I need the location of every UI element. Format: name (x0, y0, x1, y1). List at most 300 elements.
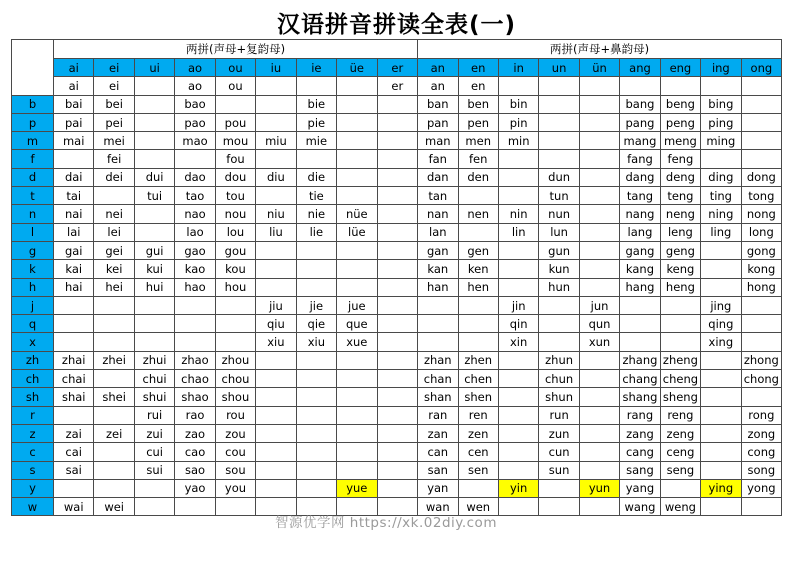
syllable-cell: cun (539, 443, 579, 461)
syllable-cell (94, 315, 134, 333)
final-header-cell: eng (660, 59, 700, 77)
initial-cell: c (12, 443, 54, 461)
syllable-cell (337, 278, 377, 296)
syllable-cell (579, 424, 619, 442)
syllable-cell (256, 479, 296, 497)
syllable-cell (337, 260, 377, 278)
syllable-cell: yun (579, 479, 619, 497)
syllable-cell: die (296, 168, 336, 186)
syllable-cell (377, 370, 418, 388)
syllable-cell (337, 498, 377, 516)
syllable-cell (296, 479, 336, 497)
initial-cell: p (12, 113, 54, 131)
syllable-cell: kao (175, 260, 215, 278)
syllable-cell: lai (54, 223, 94, 241)
syllable-cell: bin (498, 95, 538, 113)
syllable-cell (377, 187, 418, 205)
syllable-cell: xun (579, 333, 619, 351)
table-row (12, 150, 782, 168)
syllable-cell: gong (741, 241, 782, 259)
syllable-cell (579, 168, 619, 186)
syllable-cell (377, 498, 418, 516)
syllable-cell: min (498, 132, 538, 150)
syllable-cell: peng (660, 113, 700, 131)
syllable-cell (498, 260, 538, 278)
syllable-cell: shao (175, 388, 215, 406)
syllable-cell (377, 132, 418, 150)
syllable-cell: rou (215, 406, 255, 424)
table-row (12, 370, 782, 388)
syllable-cell: nun (539, 205, 579, 223)
syllable-cell: men (458, 132, 498, 150)
syllable-cell (134, 113, 174, 131)
syllable-cell (256, 150, 296, 168)
syllable-cell (458, 333, 498, 351)
syllable-cell (256, 498, 296, 516)
syllable-cell (701, 498, 741, 516)
syllable-cell: pen (458, 113, 498, 131)
syllable-cell: mai (54, 132, 94, 150)
syllable-cell (337, 150, 377, 168)
table-row (12, 113, 782, 131)
syllable-cell: zhei (94, 351, 134, 369)
syllable-cell: wai (54, 498, 94, 516)
table-row (12, 278, 782, 296)
standalone-cell: ai (54, 77, 94, 95)
syllable-cell: wan (418, 498, 458, 516)
standalone-cell (337, 77, 377, 95)
syllable-cell: mang (620, 132, 660, 150)
syllable-cell: song (741, 461, 782, 479)
syllable-cell: kai (54, 260, 94, 278)
syllable-cell: gun (539, 241, 579, 259)
table-row (12, 205, 782, 223)
final-header-cell: an (418, 59, 458, 77)
syllable-cell (134, 498, 174, 516)
syllable-cell: gai (54, 241, 94, 259)
syllable-cell (54, 479, 94, 497)
syllable-cell: lan (418, 223, 458, 241)
syllable-cell: yang (620, 479, 660, 497)
syllable-cell: ying (701, 479, 741, 497)
syllable-cell: shun (539, 388, 579, 406)
standalone-cell (296, 77, 336, 95)
table-row (12, 95, 782, 113)
syllable-cell: zao (175, 424, 215, 442)
syllable-cell: wei (94, 498, 134, 516)
syllable-cell (377, 351, 418, 369)
initial-cell: x (12, 333, 54, 351)
syllable-cell: lin (498, 223, 538, 241)
table-row (12, 479, 782, 497)
syllable-cell: gou (215, 241, 255, 259)
syllable-cell: tan (418, 187, 458, 205)
syllable-cell (337, 388, 377, 406)
syllable-cell (539, 132, 579, 150)
syllable-cell (498, 187, 538, 205)
syllable-cell (579, 260, 619, 278)
syllable-cell: zhen (458, 351, 498, 369)
syllable-cell (377, 424, 418, 442)
initial-cell: b (12, 95, 54, 113)
syllable-cell: sou (215, 461, 255, 479)
syllable-cell (498, 498, 538, 516)
syllable-cell: you (215, 479, 255, 497)
syllable-cell: zei (94, 424, 134, 442)
syllable-cell: cou (215, 443, 255, 461)
syllable-cell (134, 205, 174, 223)
syllable-cell: yong (741, 479, 782, 497)
syllable-cell: cang (620, 443, 660, 461)
syllable-cell: dai (54, 168, 94, 186)
syllable-cell (337, 168, 377, 186)
syllable-cell (377, 333, 418, 351)
syllable-cell: dong (741, 168, 782, 186)
syllable-cell: leng (660, 223, 700, 241)
syllable-cell (701, 260, 741, 278)
syllable-cell (337, 241, 377, 259)
syllable-cell (134, 479, 174, 497)
syllable-cell: zang (620, 424, 660, 442)
syllable-cell (458, 187, 498, 205)
syllable-cell: shei (94, 388, 134, 406)
syllable-cell (175, 150, 215, 168)
syllable-cell: yin (498, 479, 538, 497)
syllable-cell: san (418, 461, 458, 479)
syllable-cell (215, 315, 255, 333)
syllable-cell: hui (134, 278, 174, 296)
syllable-cell: ning (701, 205, 741, 223)
syllable-cell (296, 278, 336, 296)
syllable-cell: hou (215, 278, 255, 296)
syllable-cell: cao (175, 443, 215, 461)
syllable-cell (134, 95, 174, 113)
syllable-cell: qing (701, 315, 741, 333)
syllable-cell: jie (296, 296, 336, 314)
syllable-cell (337, 370, 377, 388)
syllable-cell: gen (458, 241, 498, 259)
syllable-cell (539, 150, 579, 168)
syllable-cell: dan (418, 168, 458, 186)
syllable-cell: bei (94, 95, 134, 113)
syllable-cell: geng (660, 241, 700, 259)
syllable-cell (660, 333, 700, 351)
syllable-cell (215, 95, 255, 113)
syllable-cell: ling (701, 223, 741, 241)
final-header-cell: ou (215, 59, 255, 77)
syllable-cell (701, 406, 741, 424)
syllable-cell (337, 113, 377, 131)
syllable-cell: neng (660, 205, 700, 223)
syllable-cell (741, 95, 782, 113)
syllable-cell: dui (134, 168, 174, 186)
syllable-cell: mou (215, 132, 255, 150)
syllable-cell: xue (337, 333, 377, 351)
syllable-cell (458, 315, 498, 333)
syllable-cell (256, 388, 296, 406)
syllable-cell (458, 479, 498, 497)
syllable-cell: ping (701, 113, 741, 131)
syllable-cell (134, 223, 174, 241)
standalone-cell: ao (175, 77, 215, 95)
syllable-cell: bang (620, 95, 660, 113)
syllable-cell (701, 424, 741, 442)
syllable-cell (498, 461, 538, 479)
syllable-cell (256, 406, 296, 424)
initial-cell: l (12, 223, 54, 241)
syllable-cell (337, 95, 377, 113)
syllable-cell: fang (620, 150, 660, 168)
syllable-cell (94, 406, 134, 424)
syllable-cell (377, 168, 418, 186)
syllable-cell (175, 498, 215, 516)
syllable-cell: niu (256, 205, 296, 223)
syllable-cell (377, 150, 418, 168)
syllable-cell (296, 241, 336, 259)
initial-cell: t (12, 187, 54, 205)
syllable-cell (498, 370, 538, 388)
syllable-cell (337, 351, 377, 369)
standalone-cell (660, 77, 700, 95)
initial-cell: w (12, 498, 54, 516)
table-row (12, 333, 782, 351)
syllable-cell: han (418, 278, 458, 296)
syllable-cell: tao (175, 187, 215, 205)
syllable-cell (701, 150, 741, 168)
table-row (12, 498, 782, 516)
syllable-cell: mei (94, 132, 134, 150)
syllable-cell: lüe (337, 223, 377, 241)
syllable-cell (337, 132, 377, 150)
syllable-cell: gan (418, 241, 458, 259)
initial-cell: g (12, 241, 54, 259)
table-row (12, 296, 782, 314)
syllable-cell (215, 296, 255, 314)
initial-cell: k (12, 260, 54, 278)
standalone-cell: er (377, 77, 418, 95)
syllable-cell (579, 187, 619, 205)
initial-cell: s (12, 461, 54, 479)
syllable-cell: lou (215, 223, 255, 241)
syllable-cell: sun (539, 461, 579, 479)
syllable-cell (418, 333, 458, 351)
syllable-cell: nong (741, 205, 782, 223)
syllable-cell: yan (418, 479, 458, 497)
syllable-cell: kan (418, 260, 458, 278)
syllable-cell: nei (94, 205, 134, 223)
syllable-cell: xiu (296, 333, 336, 351)
final-header-cell: un (539, 59, 579, 77)
syllable-cell: dou (215, 168, 255, 186)
syllable-cell (701, 388, 741, 406)
syllable-cell: chang (620, 370, 660, 388)
syllable-cell (660, 479, 700, 497)
syllable-cell: rong (741, 406, 782, 424)
syllable-cell: kui (134, 260, 174, 278)
syllable-cell: lao (175, 223, 215, 241)
final-header-cell: iu (256, 59, 296, 77)
syllable-cell: gao (175, 241, 215, 259)
syllable-cell (579, 132, 619, 150)
final-header-cell: en (458, 59, 498, 77)
syllable-cell (256, 461, 296, 479)
table-row (12, 241, 782, 259)
syllable-cell (418, 296, 458, 314)
syllable-cell: chun (539, 370, 579, 388)
syllable-cell (741, 296, 782, 314)
syllable-cell (498, 150, 538, 168)
syllable-cell: hong (741, 278, 782, 296)
syllable-cell (579, 406, 619, 424)
syllable-cell (498, 443, 538, 461)
syllable-cell: pang (620, 113, 660, 131)
syllable-cell: yao (175, 479, 215, 497)
syllable-cell: pai (54, 113, 94, 131)
syllable-cell: yue (337, 479, 377, 497)
syllable-cell: lei (94, 223, 134, 241)
syllable-cell: zui (134, 424, 174, 442)
table-row (12, 315, 782, 333)
syllable-cell: ken (458, 260, 498, 278)
syllable-cell (175, 333, 215, 351)
initial-cell: h (12, 278, 54, 296)
syllable-cell (256, 187, 296, 205)
final-header-cell: ing (701, 59, 741, 77)
syllable-cell (54, 150, 94, 168)
syllable-cell: zhao (175, 351, 215, 369)
page-title: 汉语拼音拼读全表(一) (276, 12, 517, 38)
syllable-cell (134, 132, 174, 150)
standalone-cell (539, 77, 579, 95)
syllable-cell: weng (660, 498, 700, 516)
table-row (12, 223, 782, 241)
syllable-cell: shui (134, 388, 174, 406)
syllable-cell (701, 278, 741, 296)
syllable-cell: nen (458, 205, 498, 223)
syllable-cell (741, 113, 782, 131)
syllable-cell (579, 443, 619, 461)
syllable-cell (94, 479, 134, 497)
syllable-cell (741, 498, 782, 516)
syllable-cell (579, 461, 619, 479)
syllable-cell: qie (296, 315, 336, 333)
syllable-cell: zhui (134, 351, 174, 369)
syllable-cell: zong (741, 424, 782, 442)
syllable-cell (296, 443, 336, 461)
syllable-cell: chan (418, 370, 458, 388)
syllable-cell: kei (94, 260, 134, 278)
syllable-cell: dang (620, 168, 660, 186)
syllable-cell: teng (660, 187, 700, 205)
syllable-cell (296, 370, 336, 388)
group-header-row (12, 40, 782, 59)
syllable-cell (134, 296, 174, 314)
syllable-cell (256, 113, 296, 131)
initial-cell: q (12, 315, 54, 333)
syllable-cell (377, 113, 418, 131)
syllable-cell (498, 278, 538, 296)
syllable-cell: chong (741, 370, 782, 388)
syllable-cell: jin (498, 296, 538, 314)
final-header-cell: ang (620, 59, 660, 77)
syllable-cell: mie (296, 132, 336, 150)
syllable-cell: cen (458, 443, 498, 461)
syllable-cell (579, 278, 619, 296)
syllable-cell: fou (215, 150, 255, 168)
syllable-cell: hun (539, 278, 579, 296)
syllable-cell (54, 333, 94, 351)
syllable-cell: zen (458, 424, 498, 442)
syllable-cell: zeng (660, 424, 700, 442)
syllable-cell: tui (134, 187, 174, 205)
final-header-cell: ie (296, 59, 336, 77)
syllable-cell: nin (498, 205, 538, 223)
syllable-cell: nao (175, 205, 215, 223)
syllable-cell: sen (458, 461, 498, 479)
syllable-cell (620, 296, 660, 314)
final-header-cell: üe (337, 59, 377, 77)
syllable-cell (175, 315, 215, 333)
syllable-cell (377, 315, 418, 333)
final-header-cell: er (377, 59, 418, 77)
standalone-cell (579, 77, 619, 95)
syllable-cell (579, 351, 619, 369)
syllable-cell: xin (498, 333, 538, 351)
syllable-cell: wen (458, 498, 498, 516)
syllable-cell (498, 406, 538, 424)
syllable-cell (579, 205, 619, 223)
syllable-cell (539, 315, 579, 333)
syllable-cell (337, 461, 377, 479)
syllable-cell: meng (660, 132, 700, 150)
syllable-cell: tie (296, 187, 336, 205)
syllable-cell: reng (660, 406, 700, 424)
syllable-cell: zhai (54, 351, 94, 369)
syllable-cell: nie (296, 205, 336, 223)
syllable-cell: hen (458, 278, 498, 296)
initial-cell: sh (12, 388, 54, 406)
syllable-cell: ming (701, 132, 741, 150)
syllable-cell (458, 296, 498, 314)
syllable-cell: sui (134, 461, 174, 479)
syllable-cell: tun (539, 187, 579, 205)
syllable-cell (498, 241, 538, 259)
syllable-cell (134, 150, 174, 168)
syllable-cell: seng (660, 461, 700, 479)
standalone-cell (620, 77, 660, 95)
syllable-cell (94, 187, 134, 205)
corner-cell (12, 40, 54, 96)
standalone-cell (741, 77, 782, 95)
syllable-cell (256, 351, 296, 369)
syllable-cell: rui (134, 406, 174, 424)
syllable-cell (377, 278, 418, 296)
table-row (12, 424, 782, 442)
syllable-cell (54, 296, 94, 314)
table-row (12, 406, 782, 424)
standalone-cell (498, 77, 538, 95)
syllable-cell (377, 205, 418, 223)
initial-cell: d (12, 168, 54, 186)
syllable-cell: zhou (215, 351, 255, 369)
table-row (12, 260, 782, 278)
syllable-cell: bao (175, 95, 215, 113)
syllable-cell: nüe (337, 205, 377, 223)
syllable-cell: fen (458, 150, 498, 168)
syllable-cell (256, 424, 296, 442)
group-label-compound-finals: 两拼(声母+复韵母) (54, 40, 418, 59)
syllable-cell: bing (701, 95, 741, 113)
